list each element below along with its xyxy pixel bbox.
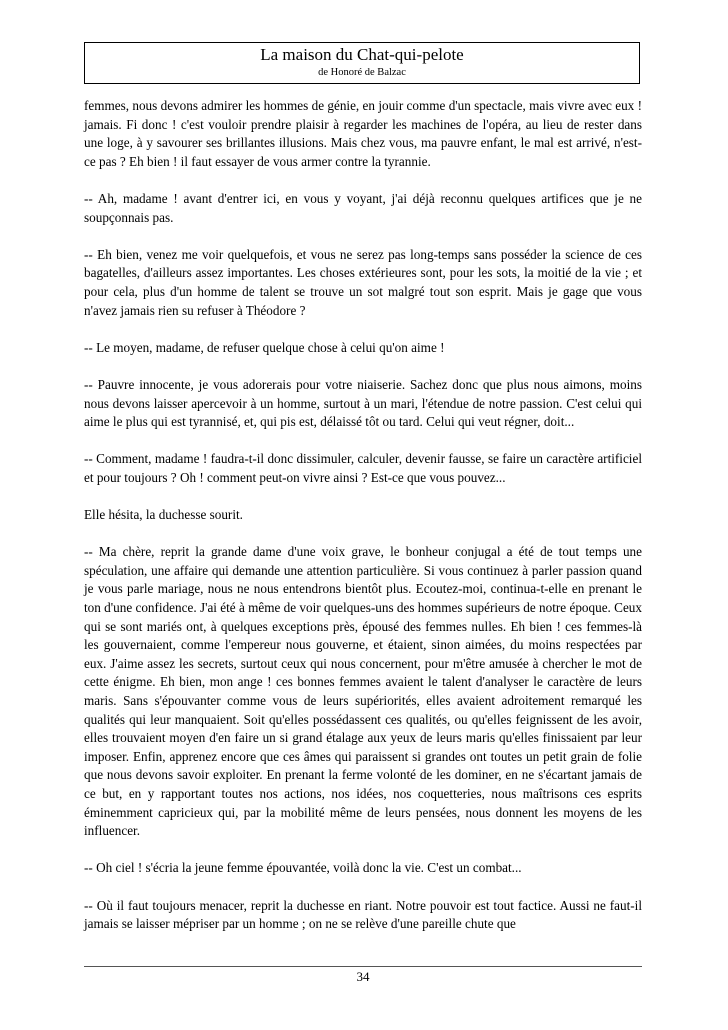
paragraph: -- Comment, madame ! faudra-t-il donc dissimuler, calculer, devenir fausse, se faire un caractère artificiel et pour toujours ? Oh ! comment peut-on vivre ainsi ? Est-ce que vous pouvez...	[84, 451, 642, 485]
book-title: La maison du Chat-qui-pelote	[260, 45, 464, 64]
page-body	[84, 97, 642, 952]
footer-divider	[84, 966, 642, 967]
page-number: 34	[356, 969, 370, 984]
paragraph: -- Oh ciel ! s'écria la jeune femme épouvantée, voilà donc la vie. C'est un combat...	[84, 860, 522, 876]
paragraph: -- Où il faut toujours menacer, reprit la duchesse en riant. Notre pouvoir est tout factice. Aussi ne faut-il jamais se laisser mépriser par un homme ; on ne se relève d'une pareille chute que	[84, 897, 642, 932]
paragraph: Elle hésita, la duchesse sourit.	[84, 507, 243, 523]
running-header	[84, 42, 640, 84]
paragraph: -- Ah, madame ! avant d'entrer ici, en vous y voyant, j'ai déjà reconnu quelques artifices que je ne soupçonnais pas.	[84, 190, 642, 225]
paragraph: -- Ma chère, reprit la grande dame d'une voix grave, le bonheur conjugal a été de tout temps une spéculation, une affaire qui demande une attention particulière. Si vous continuez à parler passion quand je vous parle mariage, nous ne nous entendrons bientôt plus. Ecoutez-moi, continua-t-elle en prenant le ton d'une confidence. J'ai été à même de voir quelques-uns des hommes supérieurs de notre époque. Ceux qui se sont mariés ont, à quelques exceptions près, épousé des femmes nulles. Eh bien ! ces femmes-là les gouvernaient, comme l'empereur nous gouverne, et étaient, sinon aimées, du moins respectées par eux. J'aime assez les secrets, surtout ceux qui nous concernent, pour m'être amusée à chercher le mot de cette énigme. Eh bien, mon ange ! ces bonnes femmes avaient le talent d'analyser le caractère de leurs maris. Sans s'épouvanter comme vous de leurs supériorités, elles avaient adroitement remarqué les qualités qui leur manquaient. Soit qu'elles possédassent ces qualités, ou qu'elles feignissent de les avoir, elles trouvaient moyen d'en faire un si grand étalage aux yeux de leurs maris qu'elles finissaient par leur imposer. Enfin, apprenez encore que ces âmes qui paraissent si grandes ont toutes un petit grain de folie que nous devons savoir exploiter. En prenant la ferme volonté de les dominer, en ne s'écartant jamais de ce but, en y rapportant toutes nos actions, nos idées, nos coquetteries, nous maîtrisons ces esprits éminemment capricieux qui, par la mobilité même de leurs pensées, nous donnent les moyens de les influencer.	[84, 544, 642, 839]
book-author: de Honoré de Balzac	[318, 67, 406, 78]
paragraph: -- Pauvre innocente, je vous adorerais pour votre niaiserie. Sachez donc que plus nous aimons, moins nous devons laisser apercevoir à un homme, surtout à un mari, l'étendue de notre passion. C'est celui qui aime le plus qui est tyrannisé, et, qui pis est, délaissé tôt ou tard. Celui qui veut régner, doit...	[84, 376, 642, 430]
paragraph: -- Eh bien, venez me voir quelquefois, et vous ne serez pas long-temps sans posséder la science de ces bagatelles, d'ailleurs assez importantes. Les choses extérieures sont, pour les sots, la moitié de la vie ; et pour cela, plus d'un homme de talent se trouve un sot malgré tout son esprit. Mais je gage que vous n'avez jamais rien su refuser à Théodore ?	[84, 246, 642, 318]
paragraph: -- Le moyen, madame, de refuser quelque chose à celui qu'on aime !	[84, 339, 445, 355]
paragraph: femmes, nous devons admirer les hommes de génie, en jouir comme d'un spectacle, mais vivre avec eux ! jamais. Fi donc ! c'est vouloir prendre plaisir à regarder les machines de l'opéra, au lieu de rester dans une loge, à y savourer ses brillantes illusions. Mais chez vous, ma pauvre enfant, le mal est arrivé, n'est-ce pas ? Eh bien ! il faut essayer de vous armer contre la tyrannie.	[84, 98, 642, 169]
